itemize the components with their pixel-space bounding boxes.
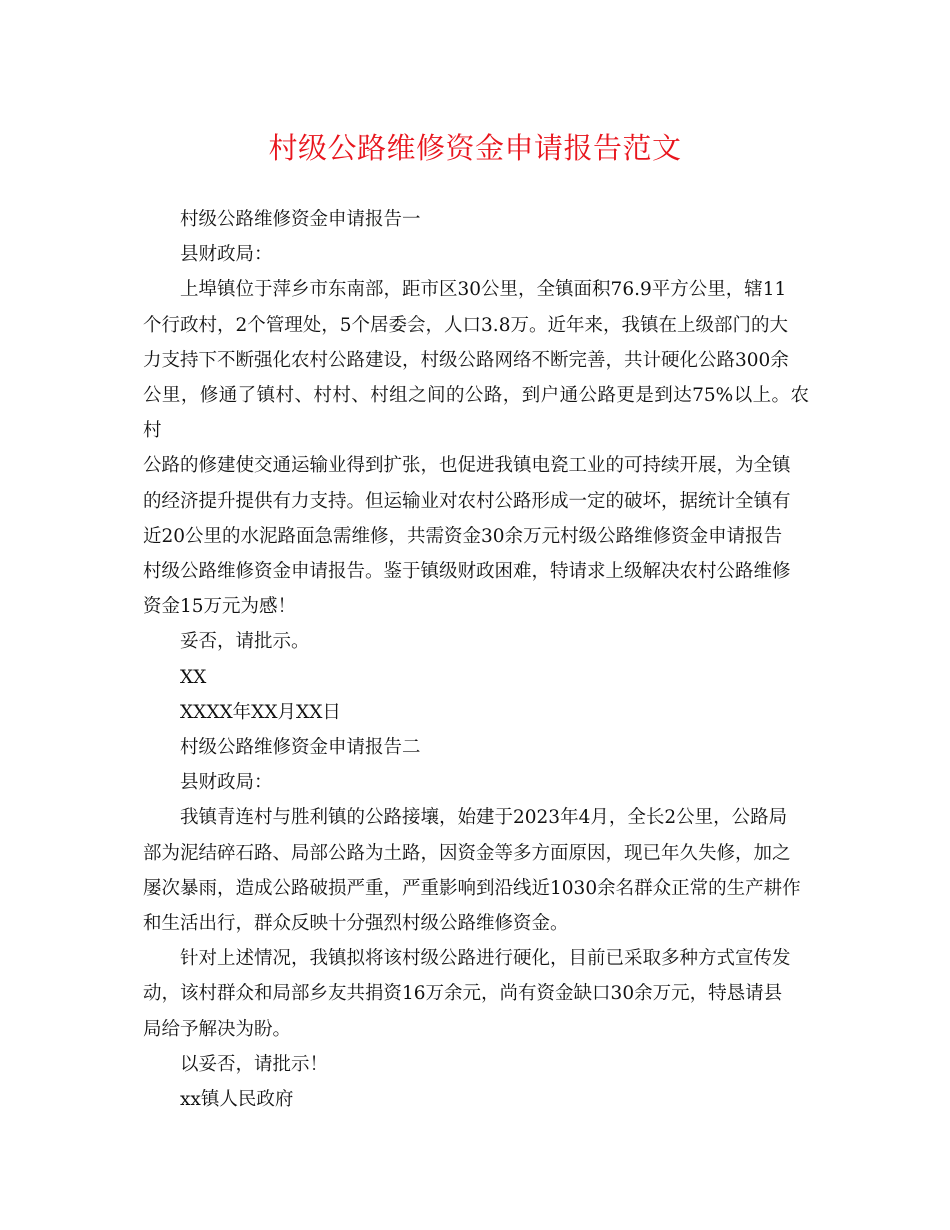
text-line: 资金15万元为感！ xyxy=(143,596,297,618)
text-line: 的经济提升提供有力支持。但运输业对农村公路形成一定的破坏，据统计全镇有 xyxy=(143,490,791,512)
report-two-request xyxy=(143,941,809,1047)
text-line: 村级公路维修资金申请报告。鉴于镇级财政困难，特请求上级解决农村公路维修 xyxy=(143,561,791,583)
text-line: 局给予解决为盼。 xyxy=(143,1018,292,1040)
text-line: XX xyxy=(180,666,207,688)
text-line: 公里，修通了镇村、村村、村组之间的公路，到户通公路更是到达75%以上。农村 xyxy=(143,385,809,442)
text-line: 村级公路维修资金申请报告二 xyxy=(180,737,421,759)
report-one-body xyxy=(143,272,809,624)
text-line: XXXX年XX月XX日 xyxy=(180,701,341,723)
text-line: 妥否，请批示。 xyxy=(180,631,310,653)
text-line: 个行政村，2个管理处，5个居委会，人口3.8万。近年来，我镇在上级部门的大 xyxy=(143,314,788,336)
text-line: 我镇青连村与胜利镇的公路接壤，始建于2023年4月，全长2公里，公路局 xyxy=(180,807,788,829)
report-one-signature xyxy=(143,660,809,695)
report-two-body xyxy=(143,800,809,941)
text-line: 上埠镇位于萍乡市东南部，距市区30公里，全镇面积76.9平方公里，辖11 xyxy=(180,279,787,301)
document-body xyxy=(143,202,809,1117)
text-line: 近20公里的水泥路面急需维修，共需资金30余万元村级公路维修资金申请报告 xyxy=(143,525,783,547)
report-two-heading xyxy=(143,730,809,765)
text-line: 县财政局： xyxy=(180,244,273,266)
text-line: 村级公路维修资金申请报告一 xyxy=(180,209,421,230)
text-line: 屡次暴雨，造成公路破损严重，严重影响到沿线近1030余名群众正常的生产耕作 xyxy=(143,877,801,899)
report-two-salutation xyxy=(143,765,809,800)
report-one-salutation xyxy=(143,237,809,272)
report-one-date xyxy=(143,695,809,730)
text-line: 以妥否，请批示！ xyxy=(180,1053,329,1075)
text-line: xx镇人民政府 xyxy=(180,1089,294,1111)
text-line: 力支持下不断强化农村公路建设，村级公路网络不断完善，共计硬化公路300余 xyxy=(143,349,789,371)
text-line: 和生活出行，群众反映十分强烈村级公路维修资金。 xyxy=(143,913,569,935)
text-line: 动，该村群众和局部乡友共捐资16万余元，尚有资金缺口30余万元，特恳请县 xyxy=(143,983,783,1005)
text-line: 部为泥结碎石路、局部公路为土路，因资金等多方面原因，现已年久失修，加之 xyxy=(143,842,791,864)
text-line: 针对上述情况，我镇拟将该村级公路进行硬化，目前已采取多种方式宣传发 xyxy=(180,948,791,970)
report-one-heading xyxy=(143,202,809,237)
report-two-closing xyxy=(143,1047,809,1082)
document-title: 村级公路维修资金申请报告范文 xyxy=(268,131,682,165)
report-two-signature xyxy=(143,1082,809,1117)
text-line: 县财政局： xyxy=(180,772,273,794)
text-line: 公路的修建使交通运输业得到扩张，也促进我镇电瓷工业的可持续开展，为全镇 xyxy=(143,455,791,477)
report-one-closing xyxy=(143,624,809,659)
